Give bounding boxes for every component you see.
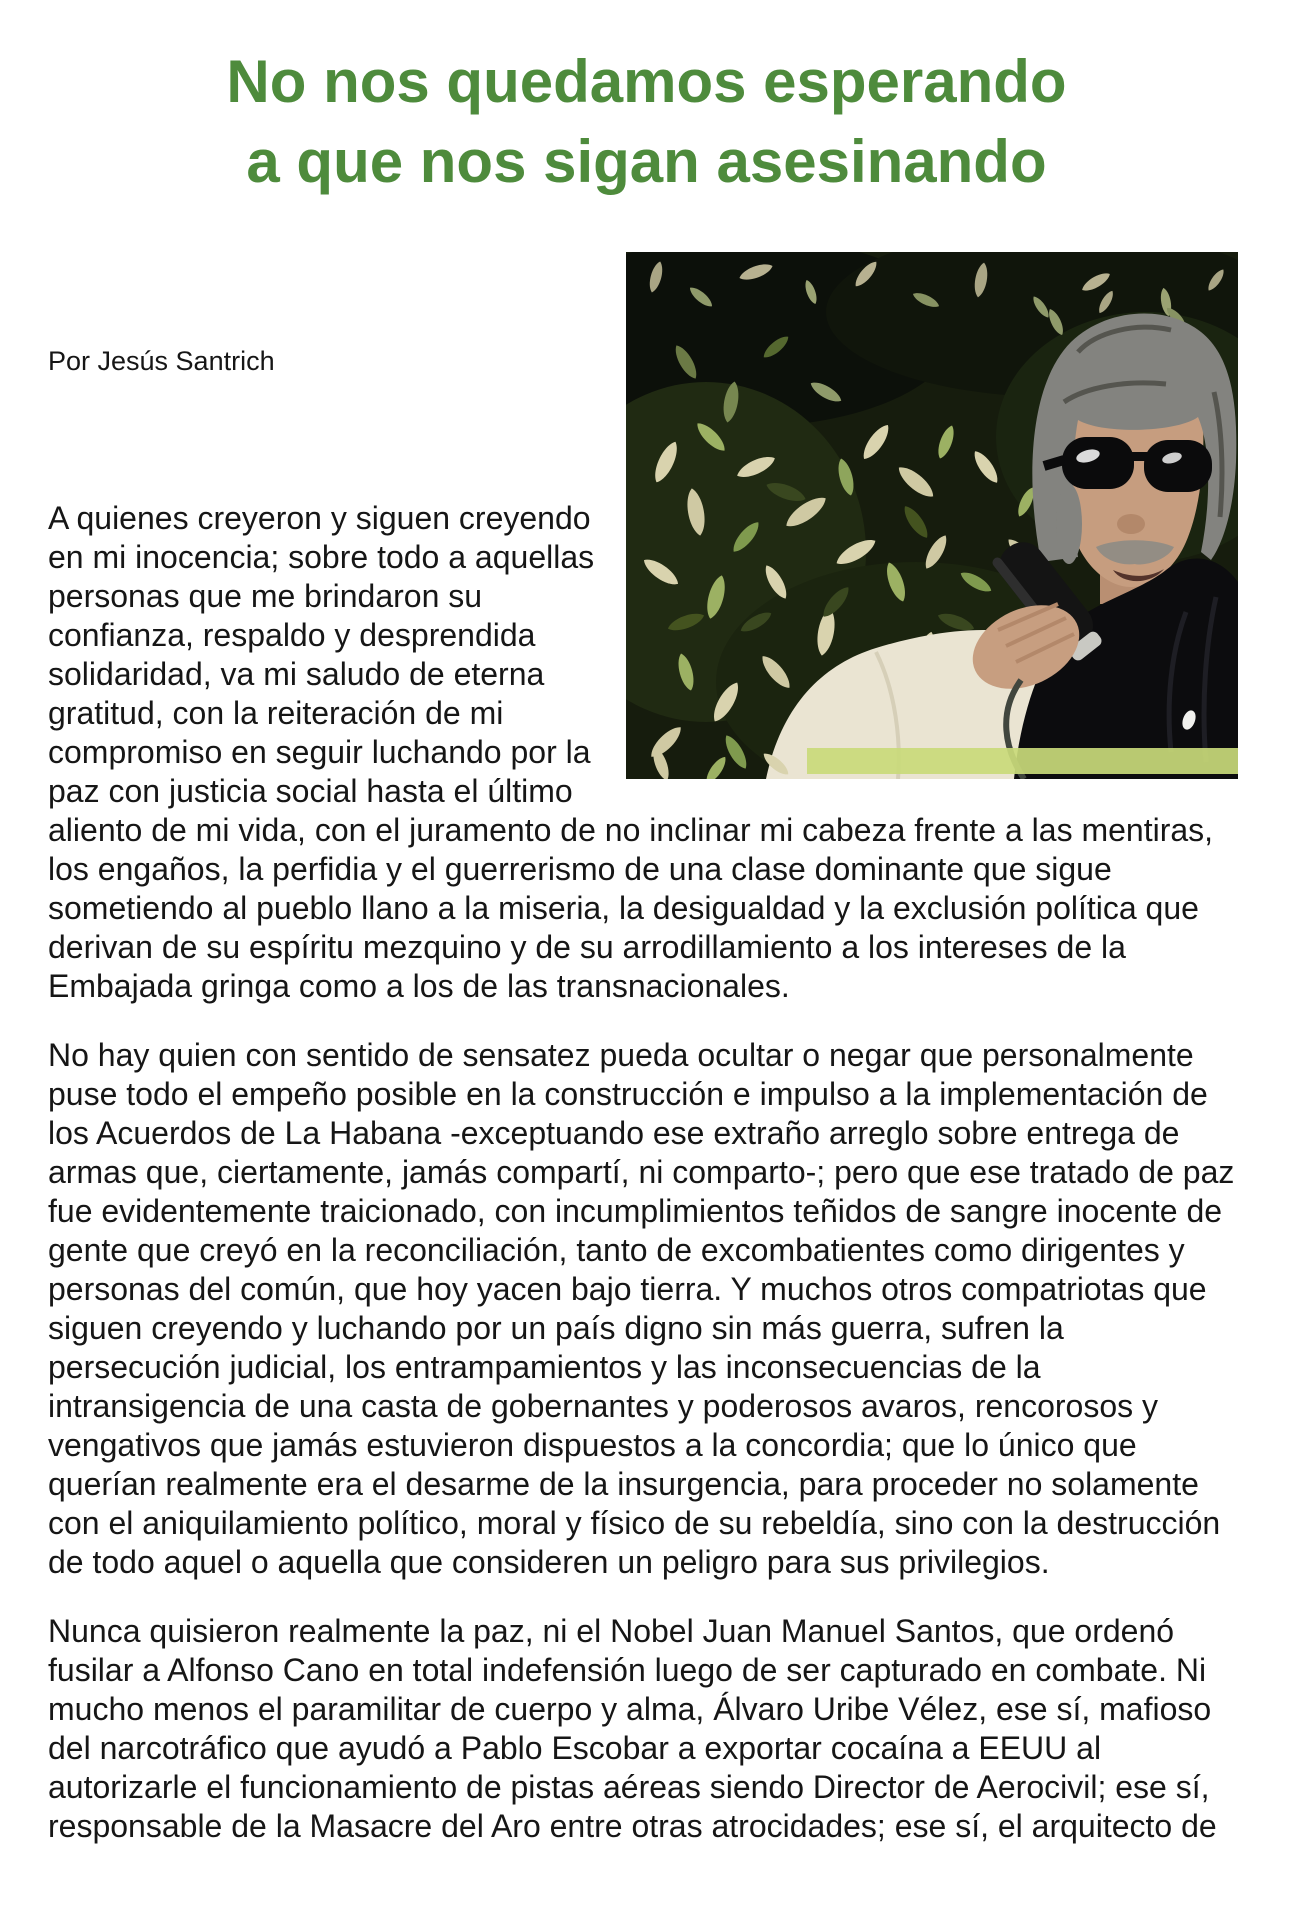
- paragraph-2: No hay quien con sentido de sensatez pueda ocultar o negar que personalmente puse todo el empeño posible en la construcción e impulso a la implementación de los Acuerdos de La Habana -exceptuando ese extraño arreglo sobre entrega de armas que, ciertamente, jamás compartí, ni comparto-; pero que ese tratado de paz fue evidentemente traicionado, con incumplimientos teñidos de sangre inocente de gente que creyó en la reconciliación, tanto de excombatientes como dirigentes y personas del común, que hoy yacen bajo tierra. Y muchos otros compatriotas que siguen creyendo y luchando por un país digno sin más guerra, sufren la persecución judicial, los entrampamientos y las inconsecuencias de la intransigencia de una casta de gobernantes y poderosos avaros, rencorosos y vengativos que jamás estuvieron dispuestos a la concordia; que lo único que querían realmente era el desarme de la insurgencia, para proceder no solamente con el aniquilamiento político, moral y físico de su rebeldía, sino con la destrucción de todo aquel o aquella que consideren un peligro para sus privilegios.: [48, 1037, 1235, 1580]
- article-photo: [626, 252, 1238, 779]
- paragraph-3: Nunca quisieron realmente la paz, ni el Nobel Juan Manuel Santos, que ordenó fusilar a Alfonso Cano en total indefensión luego de ser capturado en combate. Ni mucho menos el paramilitar de cuerpo y alma, Álvaro Uribe Vélez, ese sí, mafioso del narcotráfico que ayudó a Pablo Escobar a exportar cocaína a EEUU al autorizarle el funcionamiento de pistas aéreas siendo Director de Aerocivil; ese sí, responsable de la Masacre del Aro entre otras atrocidades; ese sí, el arquitecto de: [48, 1613, 1217, 1844]
- title-line-1: No nos quedamos esperando: [226, 48, 1067, 115]
- speaker-photo-illustration: [626, 252, 1238, 779]
- article-body: [48, 202, 1238, 1876]
- byline: Por Jesús Santrich: [48, 346, 275, 376]
- photo-accent-bar: [807, 748, 1238, 774]
- title-line-2: a que nos sigan asesinando: [246, 128, 1047, 195]
- document-page: [0, 42, 1293, 1910]
- paragraph-1: A quienes creyeron y siguen creyendo en mi inocencia; sobre todo a aquellas personas que me brindaron su confianza, respaldo y desprendida solidaridad, va mi saludo de eterna gratitud, con la reiteración de mi compromiso en seguir luchando por la paz con justicia social hasta el último aliento de mi vida, con el juramento de no inclinar mi cabeza frente a las mentiras, los engaños, la perfidia y el guerrerismo de una clase dominante que sigue sometiendo al pueblo llano a la miseria, la desigualdad y la exclusión política que derivan de su espíritu mezquino y de su arrodillamiento a los intereses de la Embajada gringa como a los de las transnacionales.: [48, 500, 1214, 1004]
- article-title: [30, 42, 1263, 202]
